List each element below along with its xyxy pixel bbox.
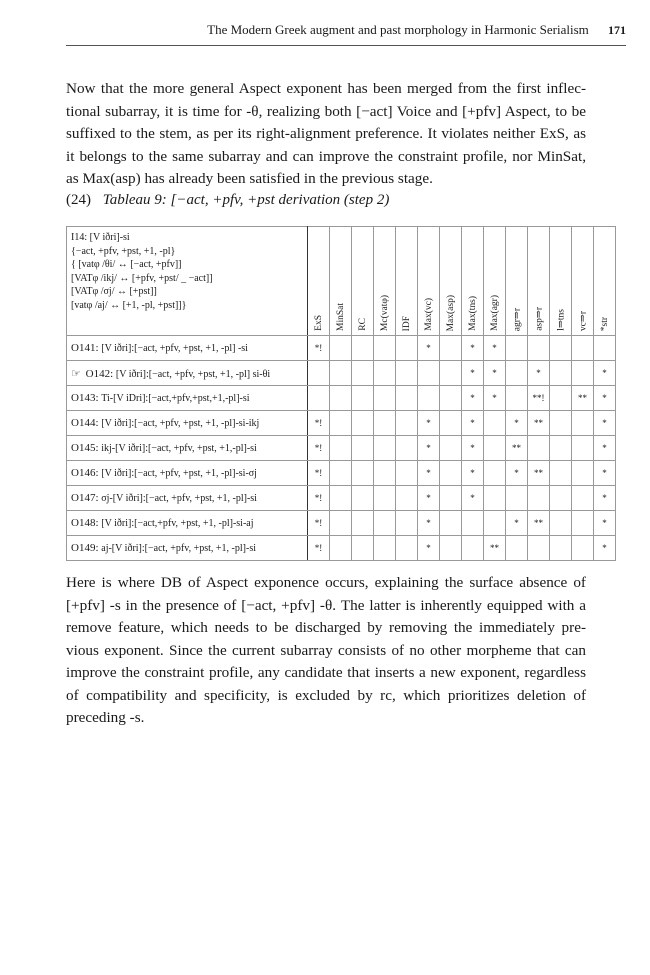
example-number: (24) (66, 192, 91, 208)
constraint-header (308, 227, 330, 336)
constraint-header (330, 227, 352, 336)
tableau-input-cell (67, 227, 308, 336)
candidate-row (67, 411, 616, 436)
candidate-form: [V iðri]:[−act, +pfv, +pst, +1, -pl] -si (101, 343, 248, 354)
violation-mark: * (528, 361, 550, 386)
para2-line-5: can improve the constraint profile, any candidate that inserts a new exponent, (66, 641, 586, 681)
violation-mark: * (462, 486, 484, 511)
tableau-body (67, 336, 616, 561)
constraint-header (374, 227, 396, 336)
constraint-header (396, 227, 418, 336)
violation-mark: * (462, 386, 484, 411)
violation-mark: * (594, 536, 616, 561)
constraint-label: l⇒tns (556, 309, 566, 331)
candidate-form: aj-[V iðri]:[−act, +pfv, +pst, +1, -pl]-si (101, 543, 256, 554)
violation-mark (352, 411, 374, 436)
violation-mark (374, 436, 396, 461)
violation-mark (506, 336, 528, 361)
violation-mark (374, 511, 396, 536)
violation-mark (396, 536, 418, 561)
candidate-label: O148: (71, 517, 99, 529)
violation-mark (440, 411, 462, 436)
violation-mark (484, 436, 506, 461)
violation-mark (572, 486, 594, 511)
violation-mark (572, 536, 594, 561)
violation-mark (462, 511, 484, 536)
violation-mark (550, 386, 572, 411)
violation-mark: ** (528, 411, 550, 436)
violation-mark (330, 511, 352, 536)
candidate-form: Ti-[V iDri]:[−act,+pfv,+pst,+1,-pl]-si (101, 393, 250, 404)
para2-line-7: deletion of preceding -s. (66, 686, 587, 726)
violation-mark: * (594, 486, 616, 511)
violation-mark (374, 411, 396, 436)
violation-mark (418, 361, 440, 386)
violation-mark (440, 336, 462, 361)
candidate-row (67, 511, 616, 536)
constraint-header (462, 227, 484, 336)
violation-mark: * (418, 336, 440, 361)
para1-line-3: be suffixed to the stem, as per its right-alignment preference. It violates neither (66, 102, 587, 142)
violation-mark (550, 411, 572, 436)
violation-mark: *! (308, 336, 330, 361)
running-header (66, 22, 626, 46)
violation-mark (330, 361, 352, 386)
candidate-row (67, 436, 616, 461)
candidate-cell (67, 486, 308, 511)
violation-mark: * (484, 361, 506, 386)
violation-mark (330, 386, 352, 411)
violation-mark (330, 411, 352, 436)
violation-mark: * (462, 411, 484, 436)
example-title: Tableau 9: [−act, +pfv, +pst derivation (step 2) (102, 192, 390, 208)
violation-mark (396, 461, 418, 486)
constraint-label: Mc(vatφ) (379, 294, 390, 331)
violation-mark (418, 386, 440, 411)
violation-mark (440, 511, 462, 536)
violation-mark: *! (308, 486, 330, 511)
violation-mark (440, 386, 462, 411)
violation-mark (572, 361, 594, 386)
candidate-cell (67, 511, 308, 536)
constraint-header (594, 227, 616, 336)
violation-mark: * (462, 361, 484, 386)
candidate-cell (67, 386, 308, 411)
candidate-row (67, 461, 616, 486)
constraint-header (484, 227, 506, 336)
input-line: I14: [V iðri]-si (71, 232, 130, 243)
violation-mark (550, 536, 572, 561)
violation-mark (572, 436, 594, 461)
violation-mark: *! (308, 511, 330, 536)
candidate-row (67, 386, 616, 411)
violation-mark (550, 361, 572, 386)
violation-mark (440, 461, 462, 486)
candidate-cell (67, 536, 308, 561)
violation-mark (572, 511, 594, 536)
violation-mark (374, 361, 396, 386)
para2-line-2: [+pfv] -s in the presence of [−act, +pfv] -θ. The latter is inherently equipped with a (66, 596, 586, 614)
violation-mark (506, 486, 528, 511)
candidate-label: O143: (71, 392, 99, 404)
para1-line-4: ExS, as it belongs to the same subarray and can improve the constraint profile, nor (66, 125, 586, 165)
violation-mark: ** (506, 436, 528, 461)
violation-mark (352, 486, 374, 511)
violation-mark (396, 511, 418, 536)
violation-mark (352, 511, 374, 536)
violation-mark (308, 361, 330, 386)
violation-mark: * (462, 461, 484, 486)
constraint-header (528, 227, 550, 336)
candidate-form: [V iðri]:[−act,+pfv, +pst, +1, -pl]-si-aj (101, 518, 254, 529)
violation-mark (484, 511, 506, 536)
violation-mark: * (506, 511, 528, 536)
example-label (66, 192, 389, 209)
violation-mark: ** (484, 536, 506, 561)
constraint-header (550, 227, 572, 336)
candidate-row (67, 336, 616, 361)
violation-mark (440, 536, 462, 561)
violation-mark (572, 336, 594, 361)
constraint-header (440, 227, 462, 336)
violation-mark (484, 411, 506, 436)
violation-mark: * (594, 461, 616, 486)
paragraph-2 (66, 572, 586, 730)
violation-mark: * (462, 336, 484, 361)
violation-mark (352, 536, 374, 561)
candidate-form: [V iðri]:[−act, +pfv, +pst, +1, -pl]-si-σj (101, 468, 257, 479)
candidate-label: O144: (71, 417, 99, 429)
violation-mark (396, 386, 418, 411)
para1-line-2: tional subarray, it is time for -θ, realizing both [−act] Voice and [+pfv] Aspect, to (66, 102, 568, 120)
candidate-form: [V iðri]:[−act, +pfv, +pst, +1, -pl]-si-ikj (101, 418, 260, 429)
violation-mark: * (418, 536, 440, 561)
violation-mark: * (418, 486, 440, 511)
violation-mark (330, 436, 352, 461)
violation-mark: ** (572, 386, 594, 411)
violation-mark (484, 461, 506, 486)
violation-mark: * (594, 511, 616, 536)
violation-mark (506, 386, 528, 411)
violation-mark: * (484, 386, 506, 411)
candidate-cell (67, 336, 308, 361)
violation-mark (550, 336, 572, 361)
candidate-label: O149: (71, 542, 99, 554)
tableau (66, 226, 616, 561)
violation-mark: * (462, 436, 484, 461)
violation-mark (550, 511, 572, 536)
violation-mark (440, 361, 462, 386)
constraint-label: IDF (401, 315, 412, 331)
violation-mark (352, 436, 374, 461)
violation-mark (374, 461, 396, 486)
violation-mark: *! (308, 411, 330, 436)
candidate-row (67, 536, 616, 561)
winner-hand-icon: ☞ (71, 367, 84, 380)
constraint-label: Max(asp) (445, 294, 456, 331)
input-line: [vatφ /aj/ ↔ [+1, -pl, +pst]]} (71, 299, 187, 311)
violation-mark (572, 461, 594, 486)
violation-mark (396, 486, 418, 511)
input-line: { [vatφ /θi/ ↔ [−act, +pfv]] (71, 259, 182, 270)
violation-mark (352, 461, 374, 486)
violation-mark (440, 436, 462, 461)
tableau-header-row (67, 227, 616, 336)
violation-mark (396, 336, 418, 361)
constraint-header (418, 227, 440, 336)
violation-mark (330, 336, 352, 361)
violation-mark (528, 336, 550, 361)
violation-mark (550, 436, 572, 461)
violation-mark (528, 436, 550, 461)
para2-line-6: regardless of compatibility and specificity, is excluded by rc, which prioritizes (66, 664, 586, 704)
violation-mark: ** (528, 511, 550, 536)
violation-mark (462, 536, 484, 561)
candidate-label: O145: (71, 442, 99, 454)
violation-mark (506, 361, 528, 386)
input-line: [VATφ /ikj/ ↔ [+pfv, +pst/ _ −act]] (71, 272, 213, 284)
violation-mark (308, 386, 330, 411)
violation-mark (374, 536, 396, 561)
candidate-cell (67, 461, 308, 486)
constraint-label: Max(tns) (467, 296, 478, 331)
violation-mark (396, 411, 418, 436)
violation-mark (352, 361, 374, 386)
constraint-header (572, 227, 594, 336)
para2-line-1: Here is where DB of Aspect exponence occurs, explaining the surface absence of (66, 574, 586, 591)
constraint-label: ExS (313, 315, 324, 331)
constraint-header (352, 227, 374, 336)
violation-mark (396, 436, 418, 461)
violation-mark (528, 536, 550, 561)
constraint-label: MinSat (335, 303, 346, 331)
constraint-label: agr⇒r (512, 307, 522, 331)
violation-mark (330, 461, 352, 486)
violation-mark: * (594, 411, 616, 436)
violation-mark (484, 486, 506, 511)
constraint-label: vc⇒r (578, 310, 588, 331)
candidate-label: O147: (71, 492, 99, 504)
constraint-label: Max(vc) (423, 298, 434, 331)
candidate-form: [V iðri]:[−act, +pfv, +pst, +1, -pl] si-θi (115, 368, 271, 380)
constraint-header (506, 227, 528, 336)
candidate-form: ikj-[V iðri]:[−act, +pfv, +pst, +1,-pl]-si (101, 443, 257, 454)
violation-mark: * (594, 361, 616, 386)
violation-mark: * (418, 461, 440, 486)
violation-mark: *! (308, 436, 330, 461)
violation-mark: * (484, 336, 506, 361)
violation-mark (594, 336, 616, 361)
violation-mark (352, 336, 374, 361)
violation-mark (374, 386, 396, 411)
para2-line-4: vious exponent. Since the current subarray consists of no other morpheme that (66, 641, 560, 659)
candidate-cell (67, 436, 308, 461)
violation-mark (330, 486, 352, 511)
violation-mark: *! (308, 536, 330, 561)
violation-mark: *! (308, 461, 330, 486)
violation-mark: * (418, 511, 440, 536)
violation-mark (374, 336, 396, 361)
violation-mark: * (594, 436, 616, 461)
violation-mark (550, 486, 572, 511)
violation-mark (528, 486, 550, 511)
violation-mark (506, 536, 528, 561)
candidate-cell (67, 411, 308, 436)
running-title: The Modern Greek augment and past morphology in Harmonic Serialism (207, 22, 589, 37)
constraint-label: *str (599, 316, 610, 331)
constraint-label: RC (357, 318, 368, 331)
page-number: 171 (608, 23, 626, 37)
violation-mark (440, 486, 462, 511)
para1-line-1: Now that the more general Aspect exponent has been merged from the first inflec- (66, 80, 586, 97)
constraint-label: asp⇒r (534, 307, 544, 331)
candidate-form: σj-[V iðri]:[−act, +pfv, +pst, +1, -pl]-si (101, 493, 257, 504)
candidate-label: O146: (71, 467, 99, 479)
violation-mark: * (506, 461, 528, 486)
paragraph-1 (66, 78, 586, 191)
para2-line-3: remove feature, which needs to be discharged by removing the immediately pre- (66, 619, 586, 636)
candidate-label: O141: (71, 342, 99, 354)
constraint-label: Max(agr) (489, 295, 500, 331)
candidate-label: O142: (85, 367, 114, 380)
violation-mark: * (418, 436, 440, 461)
para1-line-5: MinSat, as Max(asp) has already been satisfied in the previous stage. (66, 147, 586, 187)
input-line: [VATφ /σj/ ↔ [+pst]] (71, 286, 157, 297)
violation-mark (572, 411, 594, 436)
violation-mark: ** (528, 461, 550, 486)
violation-mark (374, 486, 396, 511)
violation-mark: * (418, 411, 440, 436)
violation-mark (550, 461, 572, 486)
violation-mark: **! (528, 386, 550, 411)
violation-mark: * (594, 386, 616, 411)
violation-mark (352, 386, 374, 411)
input-line: {−act, +pfv, +pst, +1, -pl} (71, 245, 176, 257)
candidate-row (67, 486, 616, 511)
violation-mark (396, 361, 418, 386)
candidate-row (67, 361, 616, 386)
candidate-cell (67, 361, 308, 386)
violation-mark: * (506, 411, 528, 436)
violation-mark (330, 536, 352, 561)
